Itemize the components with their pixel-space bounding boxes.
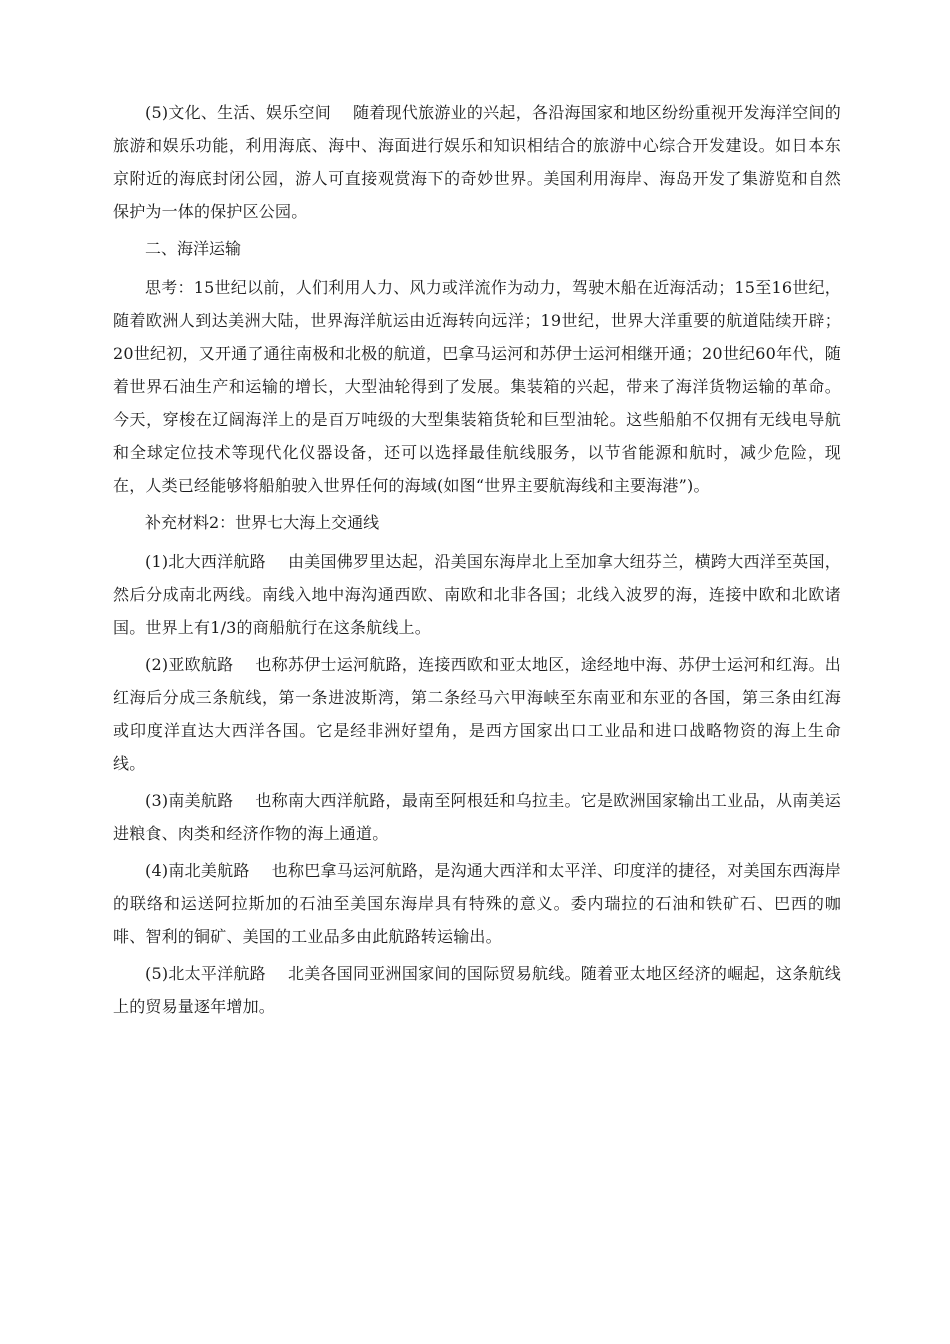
route-term: (1)北大西洋航路 xyxy=(145,552,266,571)
route-term: (2)亚欧航路 xyxy=(145,655,234,674)
section-heading-maritime-transport: 二、海洋运输 xyxy=(145,239,242,258)
route-paragraph-south-america xyxy=(113,784,841,850)
route-paragraph-north-pacific xyxy=(113,957,841,1023)
route-paragraph-asia-europe xyxy=(113,648,841,780)
route-text: 也称南大西洋航路，最南至阿根廷和乌拉圭。它是欧洲国家输出工业品，从南美运进粮食、肉类和经济作物的海上通道。 xyxy=(113,791,841,843)
route-term: (4)南北美航路 xyxy=(145,861,250,880)
route-text: 也称巴拿马运河航路，是沟通大西洋和太平洋、印度洋的捷径，对美国东西海岸的联络和运送阿拉斯加的石油至美国东海岸具有特殊的意义。委内瑞拉的石油和铁矿石、巴西的咖啡、智利的铜矿、美国的工业品多由此航路转运输出。 xyxy=(113,861,841,946)
document-body xyxy=(113,96,841,1023)
text-culture-space: 随着现代旅游业的兴起，各沿海国家和地区纷纷重视开发海洋空间的旅游和娱乐功能，利用海底、海中、海面进行娱乐和知识相结合的旅游中心综合开发建设。如日本东京附近的海底封闭公园，游人可直接观赏海下的奇妙世界。美国利用海岸、海岛开发了集游览和自然保护为一体的保护区公园。 xyxy=(113,103,841,221)
paragraph-culture-space xyxy=(113,96,841,228)
route-text: 由美国佛罗里达起，沿美国东海岸北上至加拿大纽芬兰，横跨大西洋至英国，然后分成南北两线。南线入地中海沟通西欧、南欧和北非各国；北线入波罗的海，连接中欧和北欧诸国。世界上有1/3的商船航行在这条航线上。 xyxy=(113,552,841,637)
route-text: 也称苏伊士运河航路，连接西欧和亚太地区，途经地中海、苏伊士运河和红海。出红海后分成三条航线，第一条进波斯湾，第二条经马六甲海峡至东南亚和东亚的各国，第三条由红海或印度洋直达大西洋各国。它是经非洲好望角，是西方国家出口工业品和进口战略物资的海上生命线。 xyxy=(113,655,841,773)
route-paragraph-north-south-america xyxy=(113,854,841,953)
supplement-title: 补充材料2：世界七大海上交通线 xyxy=(145,513,380,532)
term-culture-space: (5)文化、生活、娱乐空间 xyxy=(145,103,332,122)
route-text: 北美各国同亚洲国家间的国际贸易航线。随着亚太地区经济的崛起，这条航线上的贸易量逐年增加。 xyxy=(113,964,841,1016)
route-term: (3)南美航路 xyxy=(145,791,234,810)
route-paragraph-north-atlantic xyxy=(113,545,841,644)
paragraph-thinking: 思考：15世纪以前，人们利用人力、风力或洋流作为动力，驾驶木船在近海活动；15至16世纪，随着欧洲人到达美洲大陆，世界海洋航运由近海转向远洋；19世纪，世界大洋重要的航道陆续开辟；20世纪初，又开通了通往南极和北极的航道，巴拿马运河和苏伊士运河相继开通；20世纪60年代，随着世界石油生产和运输的增长，大型油轮得到了发展。集装箱的兴起，带来了海洋货物运输的革命。今天，穿梭在辽阔海洋上的是百万吨级的大型集装箱货轮和巨型油轮。这些船舶不仅拥有无线电导航和全球定位技术等现代化仪器设备，还可以选择最佳航线服务，以节省能源和航时，减少危险，现在，人类已经能够将船舶驶入世界任何的海域(如图“世界主要航海线和主要海港”)。 xyxy=(113,278,841,495)
route-term: (5)北太平洋航路 xyxy=(145,964,266,983)
